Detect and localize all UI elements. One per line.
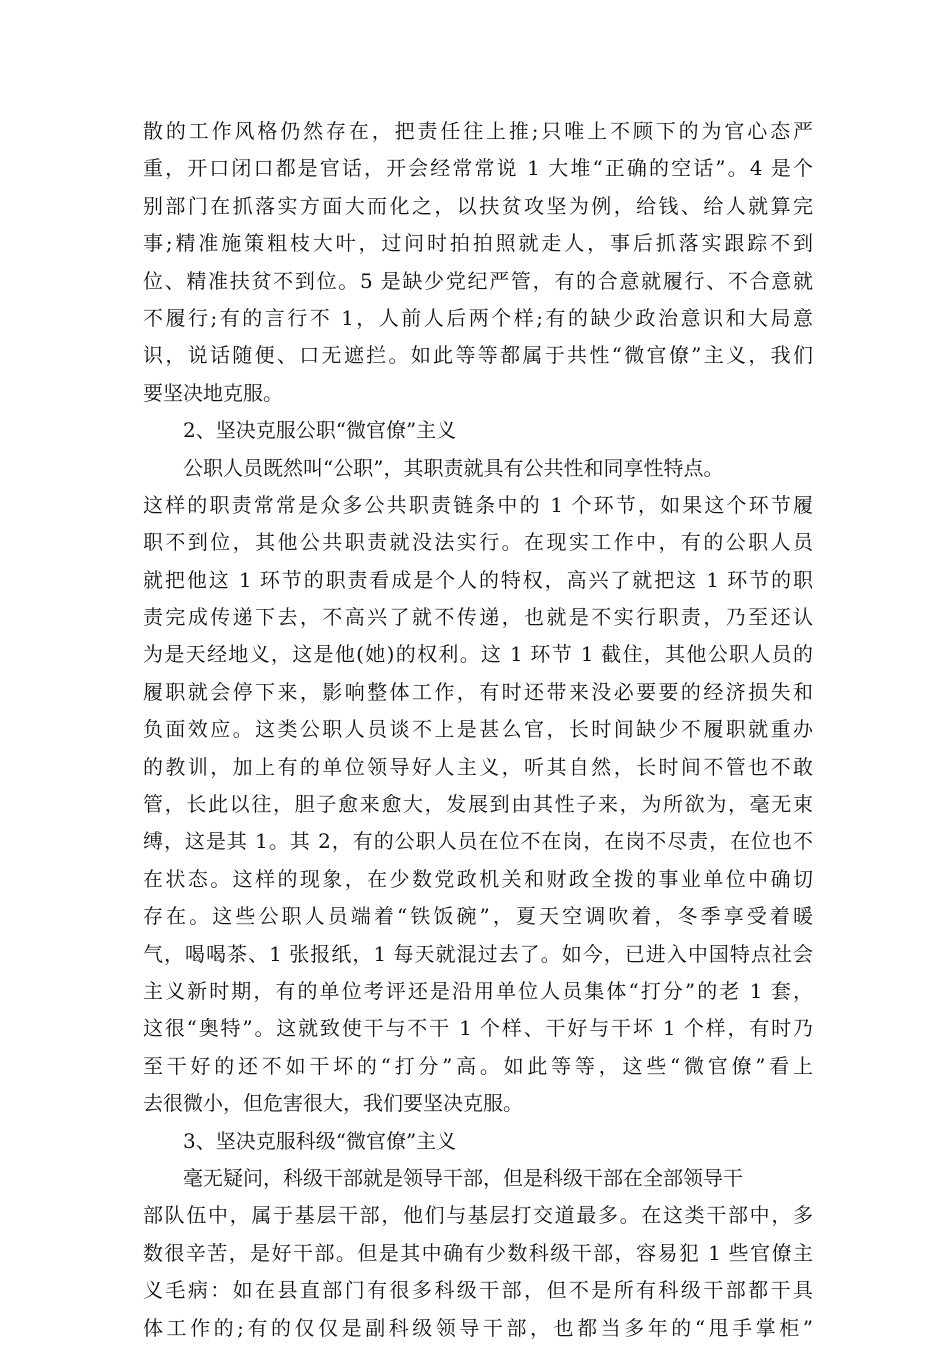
body-text-line: 重，开口闭口都是官话，开会经常常说 1 大堆“正确的空话”。4 是个 [143, 156, 813, 181]
body-text-line: 别部门在抓落实方面大而化之，以扶贫攻坚为例，给钱、给人就算完 [143, 193, 813, 218]
body-text-line: 管，长此以往，胆子愈来愈大，发展到由其性子来，为所欲为，毫无束 [143, 792, 813, 817]
body-text-line: 事;精准施策粗枝大叶，过问时拍拍照就走人，事后抓落实跟踪不到 [143, 231, 813, 256]
body-text-line: 毫无疑问，科级干部就是领导干部，但是科级干部在全部领导干 [183, 1165, 743, 1190]
body-text-line: 缚，这是其 1。其 2，有的公职人员在位不在岗，在岗不尽责，在位也不 [143, 829, 813, 854]
body-text-line: 存在。这些公职人员端着“铁饭碗”，夏天空调吹着，冬季享受着暖 [143, 904, 813, 929]
section-heading: 2、坚决克服公职“微官僚”主义 [183, 418, 457, 443]
body-text-line: 义毛病：如在县直部门有很多科级干部，但不是所有科级干部都干具 [143, 1278, 813, 1303]
body-text-line: 主义新时期，有的单位考评还是沿用单位人员集体“打分”的老 1 套， [143, 978, 813, 1003]
body-text-line: 履职就会停下来，影响整体工作，有时还带来没必要要的经济损失和 [143, 679, 813, 704]
body-text-line: 体工作的;有的仅仅是副科级领导干部，也都当多年的“甩手掌柜” [143, 1315, 813, 1340]
body-text-line: 为是天经地义，这是他(她)的权利。这 1 环节 1 截住，其他公职人员的 [143, 642, 813, 667]
body-text-line: 公职人员既然叫“公职”，其职责就具有公共性和同享性特点。 [183, 455, 724, 480]
body-text-line: 负面效应。这类公职人员谈不上是甚么官，长时间缺少不履职就重办 [143, 717, 813, 742]
body-text-line: 职不到位，其他公共职责就没法实行。在现实工作中，有的公职人员 [143, 530, 813, 555]
body-text-line: 在状态。这样的现象，在少数党政机关和财政全拨的事业单位中确切 [143, 866, 813, 891]
body-text-line: 位、精准扶贫不到位。5 是缺少党纪严管，有的合意就履行、不合意就 [143, 268, 813, 293]
body-text-line: 气，喝喝茶、1 张报纸，1 每天就混过去了。如今，已进入中国特点社会 [143, 941, 813, 966]
body-text-line: 这很“奥特”。这就致使干与不干 1 个样、干好与干坏 1 个样，有时乃 [143, 1016, 813, 1041]
section-heading: 3、坚决克服科级“微官僚”主义 [183, 1128, 457, 1153]
body-text-line: 就把他这 1 环节的职责看成是个人的特权，高兴了就把这 1 环节的职 [143, 567, 813, 592]
body-text-line: 的教训，加上有的单位领导好人主义，听其自然，长时间不管也不敢 [143, 754, 813, 779]
body-text-line: 要坚决地克服。 [143, 380, 283, 405]
document-body [143, 113, 813, 1347]
body-text-line: 至干好的还不如干坏的“打分”高。如此等等，这些“微官僚”看上 [143, 1053, 813, 1078]
body-text-line: 这样的职责常常是众多公共职责链条中的 1 个环节，如果这个环节履 [143, 492, 813, 517]
body-text-line: 去很微小，但危害很大，我们要坚决克服。 [143, 1091, 523, 1116]
body-text-line: 不履行;有的言行不 1，人前人后两个样;有的缺少政治意识和大局意 [143, 305, 813, 330]
body-text-line: 责完成传递下去，不高兴了就不传递，也就是不实行职责，乃至还认 [143, 605, 813, 630]
body-text-line: 数很辛苦，是好干部。但是其中确有少数科级干部，容易犯 1 些官僚主 [143, 1240, 813, 1265]
body-text-line: 识，说话随便、口无遮拦。如此等等都属于共性“微官僚”主义，我们 [143, 343, 813, 368]
body-text-line: 散的工作风格仍然存在，把责任往上推;只唯上不顾下的为官心态严 [143, 119, 813, 143]
body-text-line: 部队伍中，属于基层干部，他们与基层打交道最多。在这类干部中，多 [143, 1203, 813, 1228]
